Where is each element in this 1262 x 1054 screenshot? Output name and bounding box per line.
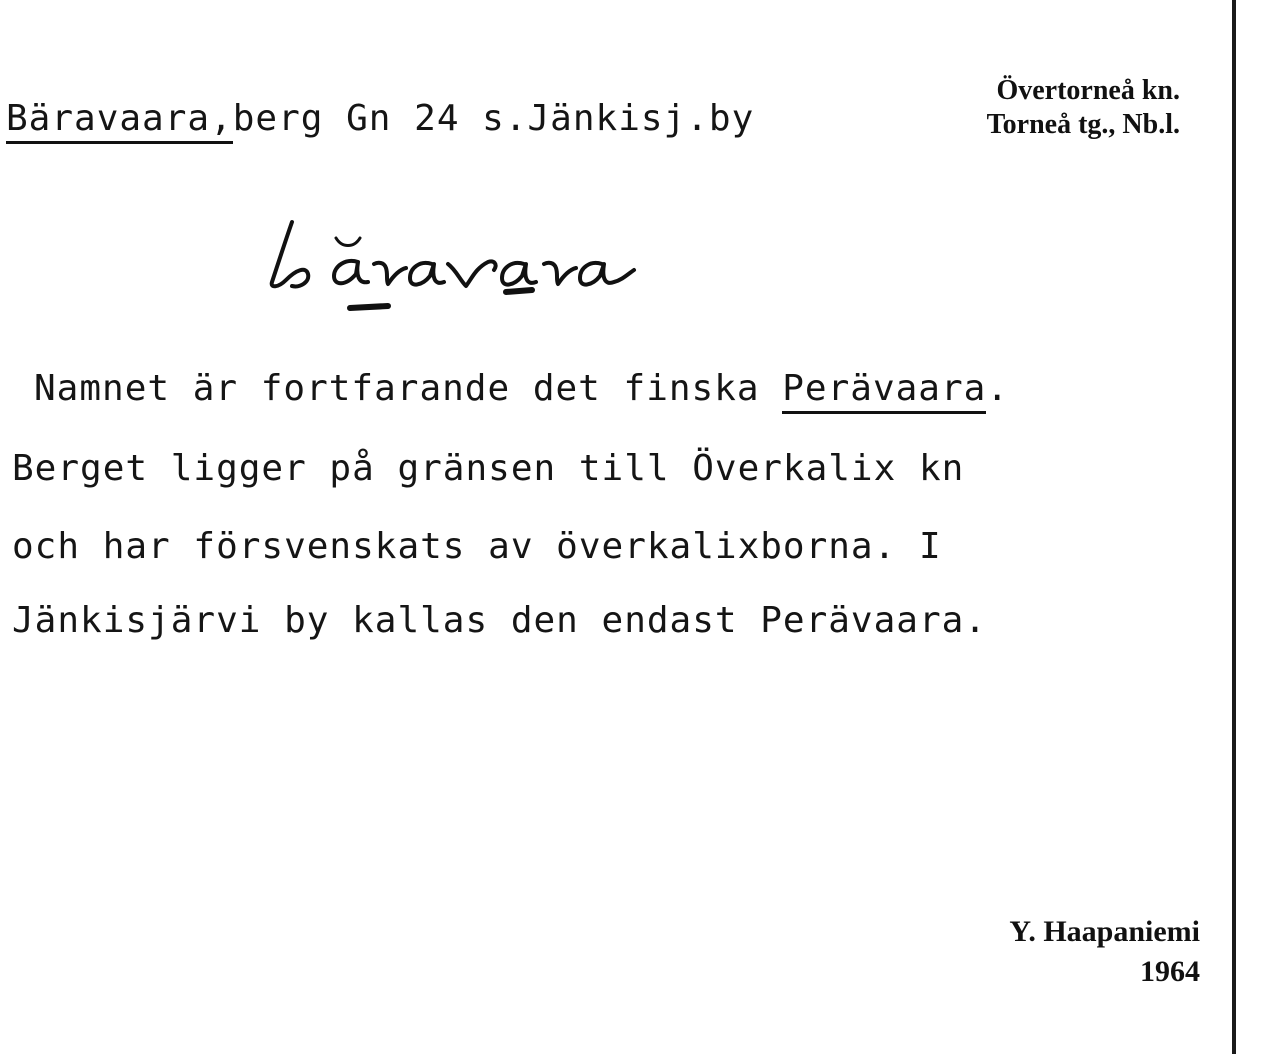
signature-name: Y. Haapaniemi [1009,915,1200,948]
body-line-3: och har försvenskats av överkalixborna. I [12,526,942,567]
handwriting-image [262,200,822,330]
parish-block [987,74,1180,142]
parish-district: Torneå tg., Nb.l. [986,109,1180,140]
underlined-name: Perävaara [782,368,986,414]
body-line-1-text: Namnet är fortfarande det finska [34,368,783,409]
card-edge-line [1232,0,1236,1054]
headword-description: berg Gn 24 s.Jänkisj.by [232,98,755,139]
signature-year: 1964 [1140,955,1200,988]
handwritten-pronunciation [262,200,822,330]
body-line-2: Berget ligger på gränsen till Överkalix kn [12,448,965,489]
signature-block [1009,912,1200,992]
body-line-1 [34,368,1009,409]
card-header [6,98,754,139]
body-line-4: Jänkisjärvi by kallas den endast Perävaara. [12,600,987,641]
body-line-1-end: . [986,368,1010,409]
headword: Bäravaara, [6,98,233,144]
parish-municipality: Övertorneå kn. [996,75,1180,106]
